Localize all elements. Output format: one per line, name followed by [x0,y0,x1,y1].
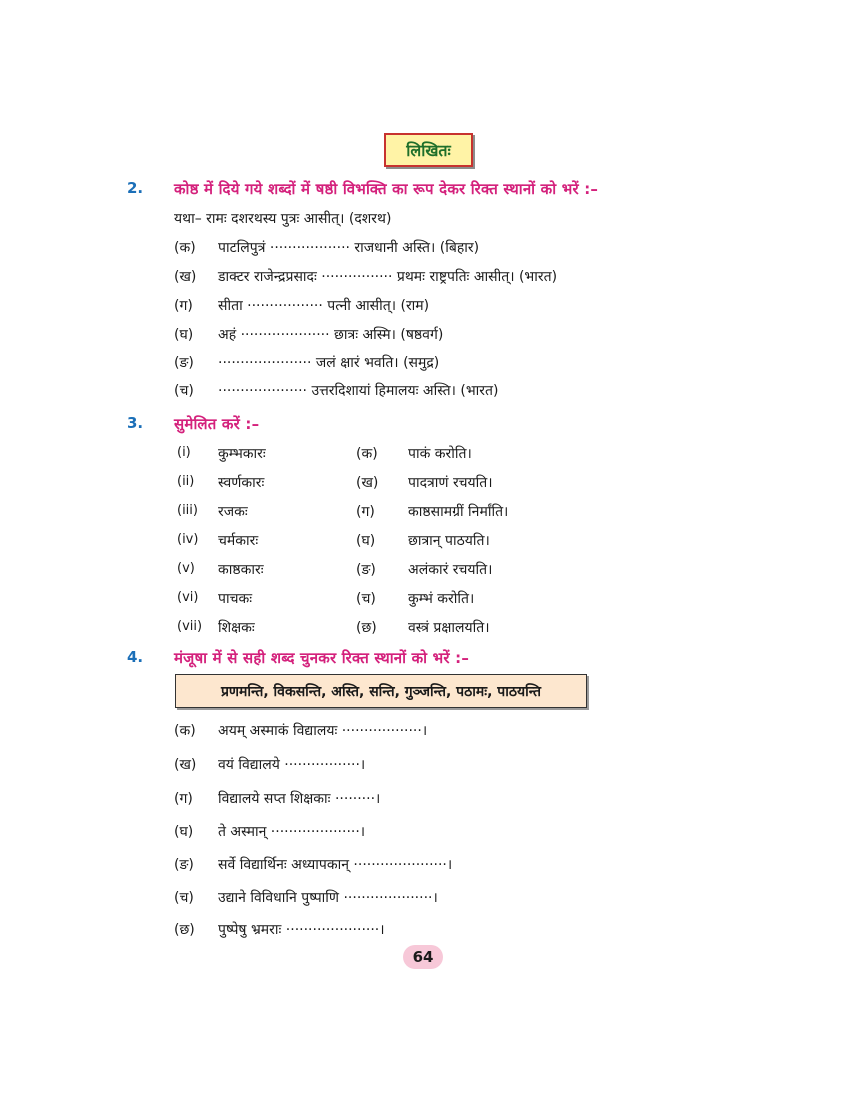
q2-item [174,353,439,372]
q2-item-marker: (ग) [174,298,193,314]
match-row-left: रजकः [218,504,248,520]
q2-item-text: पाटलिपुत्रं ·················· राजधानी अस्ति। (बिहार) [218,240,480,256]
q4-item [174,789,380,808]
q4-item-text: वयं विद्यालये ·················। [218,757,366,773]
q4-item-text: पुष्पेषु भ्रमराः ·····················। [218,922,385,938]
q2-item-text: ···················· उत्तरदिशायां हिमालयः अस्ति। (भारत) [218,383,499,399]
q4-item-marker: (ग) [174,791,193,807]
match-row-left: शिक्षकः [218,620,255,636]
q2-item-marker: (घ) [174,327,194,343]
match-row-marker: (ख) [356,475,379,491]
q2-item-text: ····················· जलं क्षारं भवति। (समुद्र) [218,355,440,371]
match-row-marker: (च) [356,591,376,607]
question-3-heading: सुमेलित करें :– [174,415,260,433]
match-row-right: वस्त्रं प्रक्षालयति। [408,620,490,636]
q4-item [174,721,427,740]
q4-item-text: उद्याने विविधानि पुष्पाणि ····················। [218,890,438,906]
q4-item-text: ते अस्मान् ····················। [218,824,366,840]
match-row-left: कुम्भकारः [218,446,266,462]
match-row-roman: (i) [177,445,191,460]
question-2-number: 2. [127,179,144,197]
q4-item-marker: (च) [174,890,194,906]
match-row-right: पाकं करोति। [408,446,472,462]
section-title: लिखितः [384,133,473,167]
q2-item-marker: (क) [174,240,196,256]
q4-item [174,822,365,841]
match-row-roman: (v) [177,561,195,576]
match-row-left: स्वर्णकारः [218,475,265,491]
q4-item [174,920,385,939]
match-row-left: काष्ठकारः [218,562,264,578]
q4-item-marker: (छ) [174,922,195,938]
q4-item [174,855,452,874]
match-row-left: पाचकः [218,591,253,607]
match-row-right: अलंकारं रचयति। [408,562,493,578]
match-row-right: काष्ठसामग्रीं निर्मांति। [408,504,509,520]
match-row-marker: (छ) [356,620,377,636]
match-row-right: पादत्राणं रचयति। [408,475,493,491]
q2-item [174,325,443,344]
q4-item-marker: (क) [174,723,196,739]
q2-item-text: डाक्टर राजेन्द्रप्रसादः ················ प्रथमः राष्ट्रपतिः आसीत्। (भारत) [218,269,558,285]
match-row-marker: (घ) [356,533,376,549]
q4-item-text: विद्यालये सप्त शिक्षकाः ·········। [218,791,381,807]
match-row-roman: (ii) [177,474,195,489]
match-row-right: छात्रान् पाठयति। [408,533,490,549]
match-row-marker: (क) [356,446,378,462]
match-row-right: कुम्भं करोति। [408,591,475,607]
q2-item [174,381,498,400]
match-row-roman: (vii) [177,619,203,634]
match-row-roman: (vi) [177,590,199,605]
match-row-marker: (ङ) [356,562,376,578]
q2-item-text: अहं ···················· छात्रः अस्मि। (षष्ठवर्ग) [218,327,444,343]
q4-item-marker: (ख) [174,757,197,773]
question-4-heading: मंजूषा में से सही शब्द चुनकर रिक्त स्थानों को भरें :– [174,649,470,667]
q2-item-marker: (ङ) [174,355,194,371]
question-2-heading: कोष्ठ में दिये गये शब्दों में षष्ठी विभक्ति का रूप देकर रिक्त स्थानों को भरें :– [174,180,599,198]
q4-item-marker: (घ) [174,824,194,840]
question-4-number: 4. [127,648,144,666]
q4-item-text: सर्वे विद्यार्थिनः अध्यापकान् ·····················। [218,857,453,873]
word-bank-box: प्रणमन्ति, विकसन्ति, अस्ति, सन्ति, गुञ्जन्ति, पठामः, पाठयन्ति [175,674,587,708]
q2-item-marker: (च) [174,383,194,399]
q2-item-text: सीता ················· पत्नी आसीत्। (राम) [218,298,430,314]
q4-item-marker: (ङ) [174,857,194,873]
q2-item [174,238,479,257]
match-row-roman: (iii) [177,503,198,518]
match-row-left: चर्मकारः [218,533,259,549]
q4-item [174,755,365,774]
page-number: 64 [403,945,443,969]
question-2-example: यथा– रामः दशरथस्य पुत्रः आसीत्। (दशरथ) [174,211,392,227]
match-row-marker: (ग) [356,504,375,520]
q2-item-marker: (ख) [174,269,197,285]
q2-item [174,296,429,315]
q2-item [174,267,557,286]
q4-item-text: अयम् अस्माकं विद्यालयः ··················। [218,723,428,739]
match-row-roman: (iv) [177,532,199,547]
q4-item [174,888,438,907]
question-3-number: 3. [127,414,144,432]
